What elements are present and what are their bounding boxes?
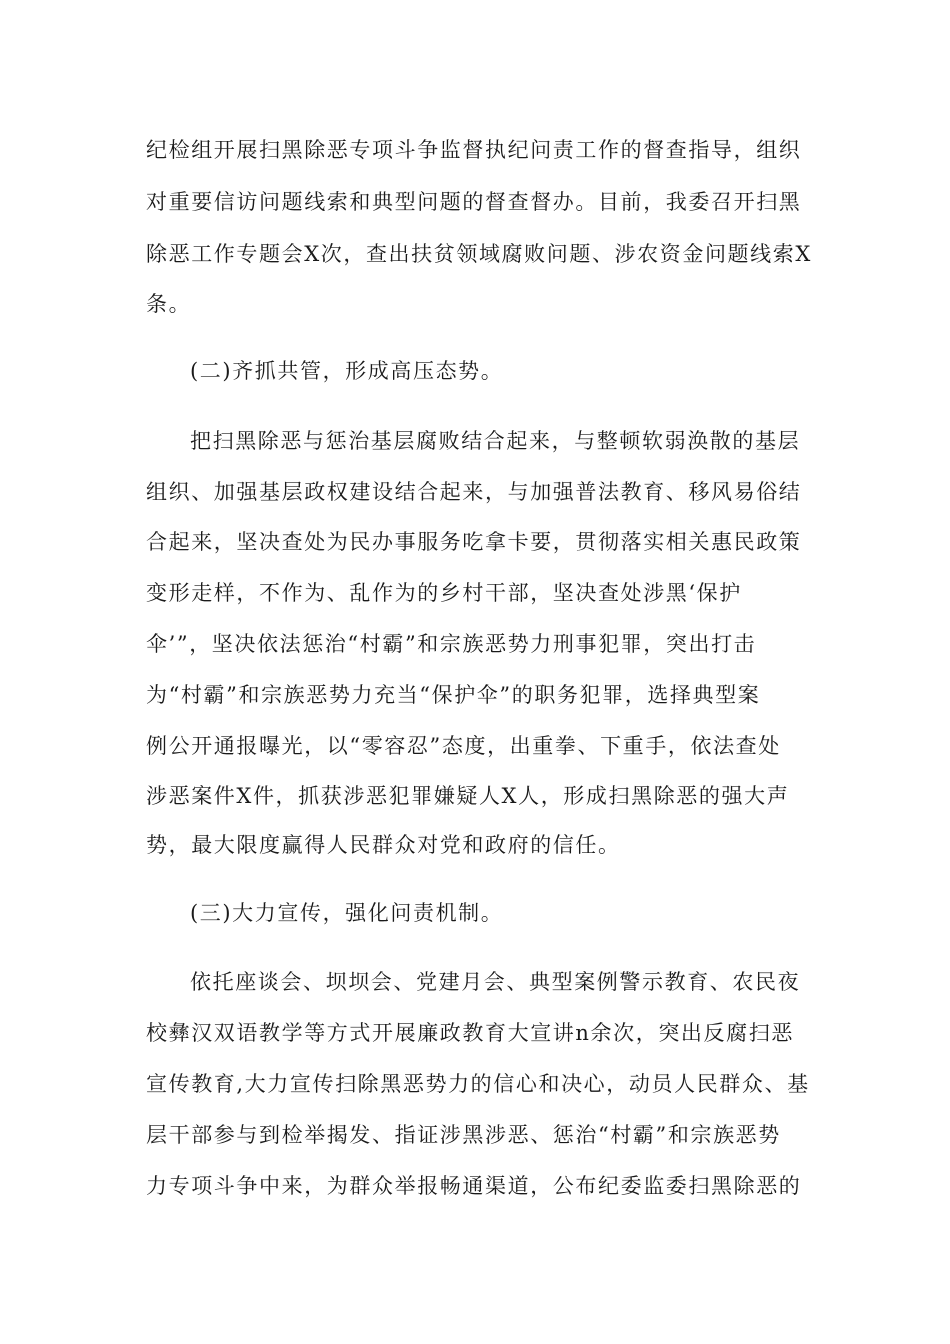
text-line: 校彝汉双语教学等方式开展廉政教育大宣讲n余次，突出反腐扫恶 bbox=[146, 1021, 794, 1045]
text-line: 为“村霸”和宗族恶势力充当“保护伞”的职务犯罪，选择典型案 bbox=[146, 683, 761, 707]
text-line: 纪检组开展扫黑除恶专项斗争监督执纪问责工作的督查指导，组织 bbox=[146, 138, 802, 162]
text-line: 变形走样，不作为、乱作为的乡村干部，坚决查处涉黑‘保护 bbox=[146, 581, 742, 605]
section-heading: (三)大力宣传，强化问责机制。 bbox=[190, 901, 504, 925]
text-line: 依托座谈会、坝坝会、党建月会、典型案例警示教育、农民夜 bbox=[190, 970, 801, 994]
text-line: 宣传教育,大力宣传扫除黑恶势力的信心和决心，动员人民群众、基 bbox=[146, 1072, 810, 1096]
text-line: 条。 bbox=[146, 292, 192, 316]
text-line: 层干部参与到检举揭发、指证涉黑涉恶、惩治“村霸”和宗族恶势 bbox=[146, 1123, 781, 1147]
text-line: 涉恶案件X件，抓获涉恶犯罪嫌疑人X人，形成扫黑除恶的强大声 bbox=[146, 784, 790, 808]
text-line: 把扫黑除恶与惩治基层腐败结合起来，与整顿软弱涣散的基层 bbox=[190, 429, 801, 453]
text-line: 力专项斗争中来，为群众举报畅通渠道，公布纪委监委扫黑除恶的 bbox=[146, 1174, 802, 1198]
text-line: 对重要信访问题线索和典型问题的督查督办。目前，我委召开扫黑 bbox=[146, 190, 802, 214]
text-line: 例公开通报曝光，以“零容忍”态度，出重拳、下重手，依法查处 bbox=[146, 734, 781, 758]
text-line: 伞’”，坚决依法惩治“村霸”和宗族恶势力刑事犯罪，突出打击 bbox=[146, 632, 757, 656]
text-line: 组织、加强基层政权建设结合起来，与加强普法教育、移风易俗结 bbox=[146, 480, 802, 504]
text-line: 除恶工作专题会X次，查出扶贫领域腐败问题、涉农资金问题线索X bbox=[146, 242, 812, 266]
text-line: 势，最大限度赢得人民群众对党和政府的信任。 bbox=[146, 833, 621, 857]
section-heading: (二)齐抓共管，形成高压态势。 bbox=[190, 359, 504, 383]
text-line: 合起来，坚决查处为民办事服务吃拿卡要，贯彻落实相关惠民政策 bbox=[146, 530, 802, 554]
